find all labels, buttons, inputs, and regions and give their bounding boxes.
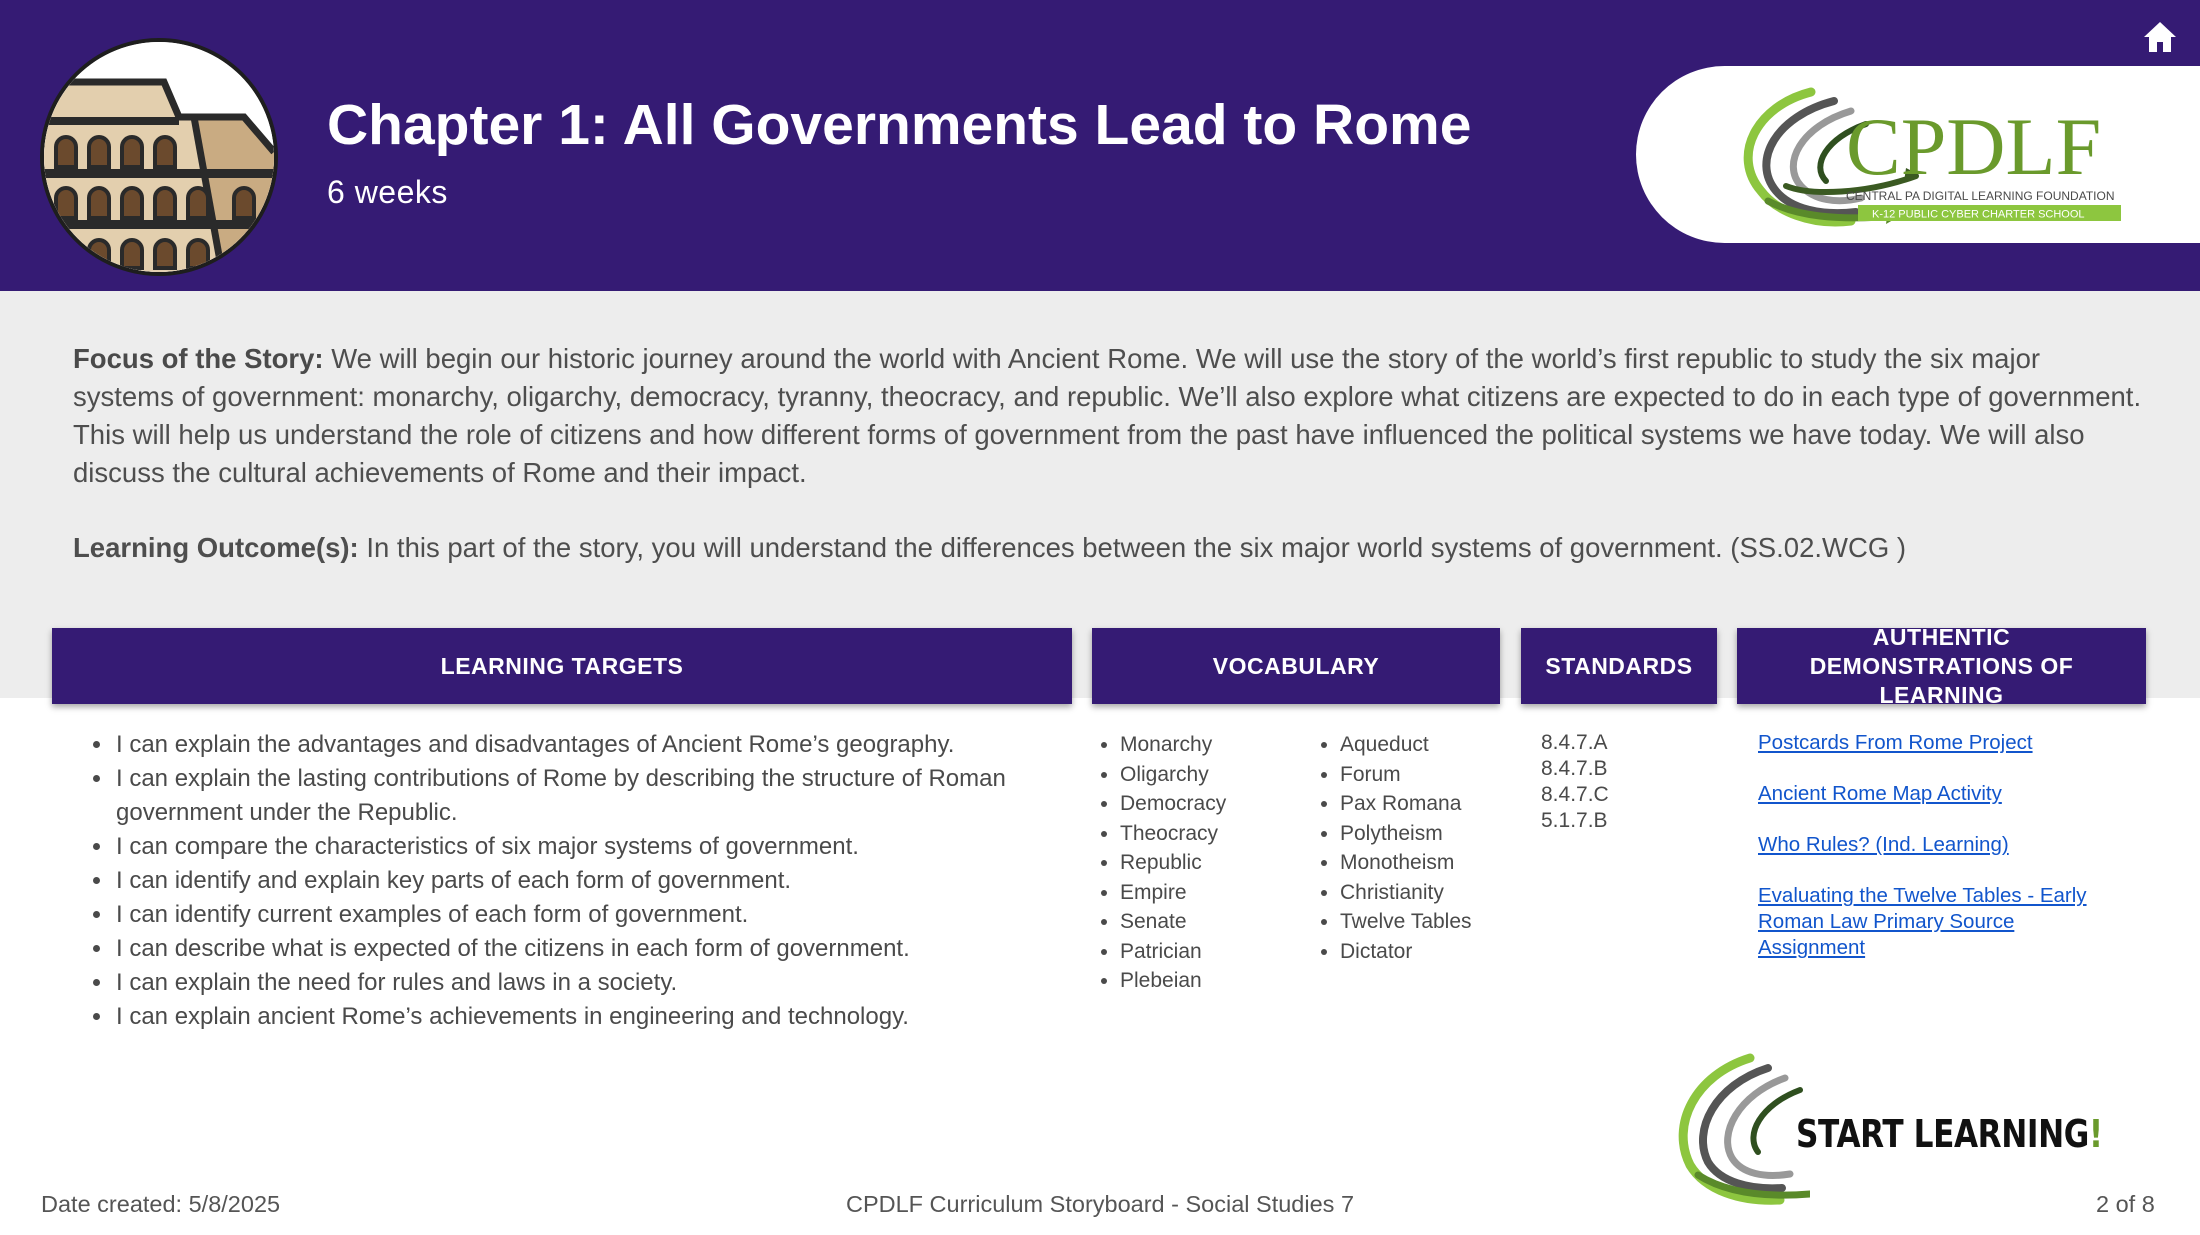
list-item: • I can identify and explain key parts of each form of government.	[114, 864, 1054, 898]
vocab-item: • Aqueduct	[1340, 730, 1472, 760]
link-who-rules[interactable]: Who Rules? (Ind. Learning)	[1758, 833, 2009, 856]
list-item: • I can explain the need for rules and laws in a society.	[114, 966, 1054, 1000]
vocab-item: • Democracy	[1120, 789, 1226, 819]
footer-title: CPDLF Curriculum Storyboard - Social Studies 7	[845, 1191, 1355, 1217]
link-twelve-tables[interactable]: Evaluating the Twelve Tables - Early Roman Law Primary Source Assignment	[1758, 884, 2087, 959]
header-banner	[0, 0, 2200, 291]
start-learning-label[interactable]: START LEARNING	[1796, 1112, 2089, 1156]
vocab-item: • Plebeian	[1120, 966, 1226, 996]
adl-header: AUTHENTIC DEMONSTRATIONS OF LEARNING	[1737, 628, 2146, 704]
learning-targets-header: LEARNING TARGETS	[52, 628, 1072, 704]
start-learning-button[interactable]	[1796, 1112, 2103, 1156]
home-icon[interactable]	[2142, 20, 2178, 54]
vocabulary-list-right	[1312, 730, 1472, 966]
vocab-item: • Pax Romana	[1340, 789, 1472, 819]
vocab-item: • Republic	[1120, 848, 1226, 878]
standard-code: 8.4.7.A	[1541, 731, 1608, 754]
vocab-item: • Christianity	[1340, 878, 1472, 908]
list-item: • I can describe what is expected of the citizens in each form of government.	[114, 932, 1054, 966]
list-item: • I can compare the characteristics of six major systems of government.	[114, 830, 1054, 864]
brand-subtag: K-12 PUBLIC CYBER CHARTER SCHOOL	[1872, 208, 2085, 221]
adl-links	[1758, 730, 2118, 986]
cpdlf-logo	[1636, 66, 2200, 243]
vocab-item: • Patrician	[1120, 937, 1226, 967]
standard-code: 8.4.7.B	[1541, 757, 1608, 780]
list-item: • I can identify current examples of each form of government.	[114, 898, 1054, 932]
vocabulary-list-left	[1092, 730, 1226, 996]
link-postcards-project[interactable]: Postcards From Rome Project	[1758, 731, 2033, 754]
standard-code: 8.4.7.C	[1541, 783, 1609, 806]
learning-targets-list	[78, 728, 1054, 1034]
vocab-item: • Senate	[1120, 907, 1226, 937]
vocab-item: • Twelve Tables	[1340, 907, 1472, 937]
outcome-text: In this part of the story, you will understand the differences between the six major world systems of government. (SS.02.WCG )	[358, 532, 1907, 563]
brand-tagline: CENTRAL PA DIGITAL LEARNING FOUNDATION	[1846, 189, 2115, 203]
start-learning-bang[interactable]: !	[2088, 1112, 2103, 1156]
brand-name: CPDLF	[1846, 101, 2102, 192]
focus-label: Focus of the Story:	[73, 343, 324, 374]
link-map-activity[interactable]: Ancient Rome Map Activity	[1758, 782, 2002, 805]
vocab-item: • Empire	[1120, 878, 1226, 908]
list-item: • I can explain ancient Rome’s achievements in engineering and technology.	[114, 1000, 1054, 1034]
focus-text: We will begin our historic journey around the world with Ancient Rome. We will use the story of the world’s first republic to study the six major systems of government: monarchy, oligarchy, democracy, tyranny, theocracy, and republic. We’ll also explore what citizens are expected to do in each type of government. This will help us understand the role of citizens and how different forms of government from the past have influenced the political systems we have today. We will also discuss the cultural achievements of Rome and their impact.	[73, 343, 2142, 488]
vocab-item: • Theocracy	[1120, 819, 1226, 849]
outcome-paragraph	[73, 529, 2143, 567]
focus-paragraph	[73, 340, 2143, 492]
vocab-item: • Monotheism	[1340, 848, 1472, 878]
vocab-item: • Polytheism	[1340, 819, 1472, 849]
vocab-item: • Monarchy	[1120, 730, 1226, 760]
duration-label: 6 weeks	[327, 174, 448, 210]
standards-header: STANDARDS	[1521, 628, 1717, 704]
vocab-item: • Dictator	[1340, 937, 1472, 967]
list-item: • I can explain the advantages and disadvantages of Ancient Rome’s geography.	[114, 728, 1054, 762]
page-number: 2 of 8	[2096, 1191, 2155, 1217]
colosseum-icon	[40, 38, 278, 276]
vocab-item: • Forum	[1340, 760, 1472, 790]
vocabulary-header: VOCABULARY	[1092, 628, 1500, 704]
standards-list	[1541, 730, 1609, 834]
outcome-label: Learning Outcome(s):	[73, 532, 359, 563]
standard-code: 5.1.7.B	[1541, 809, 1608, 832]
list-item: • I can explain the lasting contributions of Rome by describing the structure of Roman government under the Republic.	[114, 762, 1054, 830]
page-title: Chapter 1: All Governments Lead to Rome	[327, 93, 1472, 157]
date-created: Date created: 5/8/2025	[41, 1191, 281, 1217]
vocab-item: • Oligarchy	[1120, 760, 1226, 790]
